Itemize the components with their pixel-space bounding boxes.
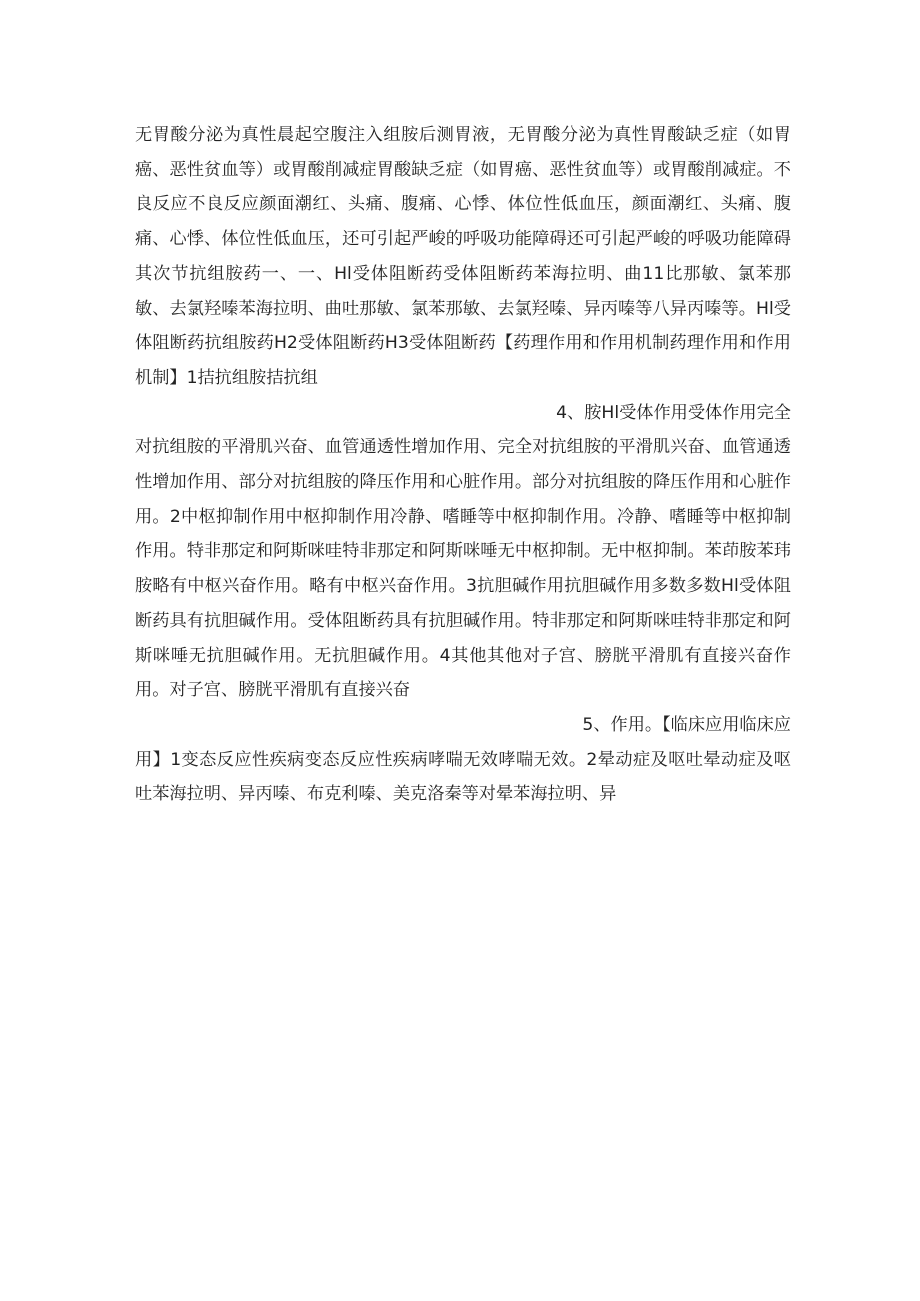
section-line-4: 4、胺Hl受体作用受体作用完全 bbox=[556, 402, 791, 423]
paragraph-1: 无胃酸分泌为真性晨起空腹注入组胺后测胃液，无胃酸分泌为真性胃酸缺乏症（如胃癌、恶性贫血等）或胃酸削减症胃酸缺乏症（如胃癌、恶性贫血等）或胃酸削减症。不良反应不良反应颜面潮红、头痛、腹痛、心悸、体位性低血压，颜面潮红、头痛、腹痛、心悸、体位性低血压，还可引起严峻的呼吸功能障碍还可引起严峻的呼吸功能障碍其次节抗组胺药一、一、Hl受体阻断药受体阻断药苯海拉明、曲11比那敏、氯苯那敏、去氯羟嗪苯海拉明、曲吐那敏、氯苯那敏、去氯羟嗪、异丙嗪等八异丙嗪等。Hl受体阻断药抗组胺药H2受体阻断药H3受体阻断药【药理作用和作用机制药理作用和作用机制】1拮抗组胺拮抗组 bbox=[135, 125, 791, 388]
document-body bbox=[135, 118, 791, 812]
paragraph-2: 对抗组胺的平滑肌兴奋、血管通透性增加作用、完全对抗组胺的平滑肌兴奋、血管通透性增加作用、部分对抗组胺的降压作用和心脏作用。部分对抗组胺的降压作用和心脏作用。2中枢抑制作用中枢抑制作用冷静、嗜睡等中枢抑制作用。冷静、嗜睡等中枢抑制作用。特非那定和阿斯咪哇特非那定和阿斯咪唾无中枢抑制。无中枢抑制。苯茚胺苯玮胺略有中枢兴奋作用。略有中枢兴奋作用。3抗胆碱作用抗胆碱作用多数多数Hl受体阻断药具有抗胆碱作用。受体阻断药具有抗胆碱作用。特非那定和阿斯咪哇特非那定和阿斯咪唾无抗胆碱作用。无抗胆碱作用。4其他其他对子宫、膀胱平滑肌有直接兴奋作用。对子宫、膀胱平滑肌有直接兴奋 bbox=[135, 437, 791, 701]
section-line-5: 5、作用。【临床应用临床应 bbox=[582, 714, 791, 735]
paragraph-3: 用】1变态反应性疾病变态反应性疾病哮喘无效哮喘无效。2晕动症及呕吐晕动症及呕吐苯海拉明、异丙嗪、布克利嗪、美克洛秦等对晕苯海拉明、异 bbox=[135, 749, 791, 805]
